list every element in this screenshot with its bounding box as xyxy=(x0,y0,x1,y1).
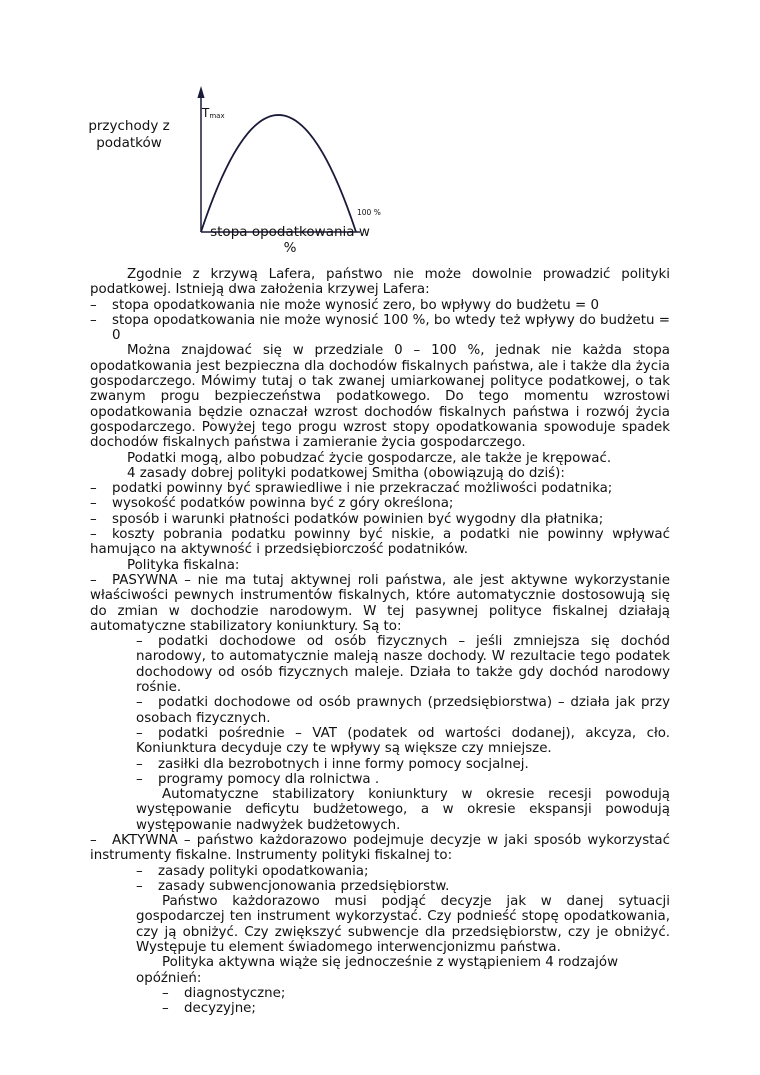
list-item: – programy pomocy dla rolnictwa . xyxy=(136,771,380,787)
list-item: – AKTYWNA – państwo każdorazowo podejmuje decyzje w jaki sposób wykorzystać instrumenty fiskalne. Instrumenty polityki fiskalnej to: xyxy=(90,832,670,864)
list-item: – diagnostyczne; xyxy=(162,985,286,1001)
x-end-label: 100 % xyxy=(357,208,381,217)
paragraph: Polityka aktywna wiąże się jednocześnie z wystąpieniem 4 rodzajów opóźnień: xyxy=(136,955,619,986)
x-axis-label: stopa opodatkowania w % xyxy=(210,224,370,256)
peak-label: $T_{max}$ xyxy=(202,106,225,120)
list-item: – zasiłki dla bezrobotnych i inne formy pomocy socjalnej. xyxy=(136,756,529,772)
laffer-curve xyxy=(201,115,356,232)
list-item: – podatki dochodowe od osób fizycznych – jeśli zmniejsza się dochód narodowy, to automatycznie maleją nasze dochody. W rezultacie tego podatek dochodowy od osób fizycznych maleje. Działa to także gdy dochód narodowy rośnie. xyxy=(136,634,670,696)
paragraph: Polityka fiskalna: xyxy=(127,557,240,573)
list-item: – stopa opodatkowania nie może wynosić zero, bo wpływy do budżetu = 0 xyxy=(90,297,599,313)
list-item: – stopa opodatkowania nie może wynosić 100 %, bo wtedy też wpływy do budżetu = 0 xyxy=(90,312,670,344)
list-item: – podatki pośrednie – VAT (podatek od wartości dodanej), akcyza, cło. Koniunktura decyduje czy te wpływy są większe czy mniejsze. xyxy=(136,725,670,757)
y-axis-label: przychody z podatków xyxy=(88,118,170,151)
paragraph: Można znajdować się w przedziale 0 – 100 %, jednak nie każda stopa opodatkowania jest bezpieczna dla dochodów fiskalnych państwa, ale i także dla życia gospodarczego. Mówimy tutaj o tak zwanej umiarkowanej polityce podatkowej, o tak zwanym progu bezpieczeństwa podatkowego. Do tego momentu wzrostowi opodatkowania będzie oznaczał wzrost dochodów fiskalnych państwa i rozwój życia gospodarczego. Powyżej tego progu wzrost stopy opodatkowania spowoduje spadek dochodów fiskalnych państwa i zamieranie życia gospodarczego. xyxy=(90,343,670,451)
list-item: – decyzyjne; xyxy=(162,1001,256,1017)
list-item: – zasady subwencjonowania przedsiębiorstw. xyxy=(136,878,450,894)
list-item: – zasady polityki opodatkowania; xyxy=(136,863,369,879)
paragraph: Państwo każdorazowo musi podjąć decyzje jak w danej sytuacji gospodarczej ten instrument wykorzystać. Czy podnieść stopę opodatkowania, czy ją obniżyć. Czy zwiększyć subwencje dla przedsiębiorstw, czy je obniżyć. Występuje tu element świadomego interwencjonizmu państwa. xyxy=(136,894,670,956)
paragraph: Automatyczne stabilizatory koniunktury w okresie recesji powodują występowanie deficytu budżetowego, a w okresie ekspansji powodują występowanie nadwyżek budżetowych. xyxy=(136,787,670,833)
paragraph: Zgodnie z krzywą Lafera, państwo nie może dowolnie prowadzić polityki podatkowej. Istnieją dwa założenia krzywej Lafera: xyxy=(90,267,670,298)
paragraph: Podatki mogą, albo pobudzać życie gospodarcze, ale także je krępować. xyxy=(127,450,612,466)
list-item: – wysokość podatków powinna być z góry określona; xyxy=(90,496,454,512)
list-item: – podatki dochodowe od osób prawnych (przedsiębiorstwa) – działa jak przy osobach fizycznych. xyxy=(136,695,670,726)
list-item: – koszty pobrania podatku powinny być niskie, a podatki nie powinny wpływać hamująco na aktywność i przedsiębiorczość podatników. xyxy=(90,527,670,558)
list-item: – PASYWNA – nie ma tutaj aktywnej roli państwa, ale jest aktywne wykorzystanie właściwości pewnych instrumentów fiskalnych, które automatycznie dostosowują się do zmian w dochodzie narodowym. W tej pasywnej polityce fiskalnej działają automatyczne stabilizatory koniunktury. Są to: xyxy=(90,572,670,634)
list-item: – sposób i warunki płatności podatków powinien być wygodny dla płatnika; xyxy=(90,511,604,527)
document-body xyxy=(90,267,670,1017)
list-item: – podatki powinny być sprawiedliwe i nie przekraczać możliwości podatnika; xyxy=(90,481,613,497)
paragraph: 4 zasady dobrej polityki podatkowej Smitha (obowiązują do dziś): xyxy=(127,465,565,481)
